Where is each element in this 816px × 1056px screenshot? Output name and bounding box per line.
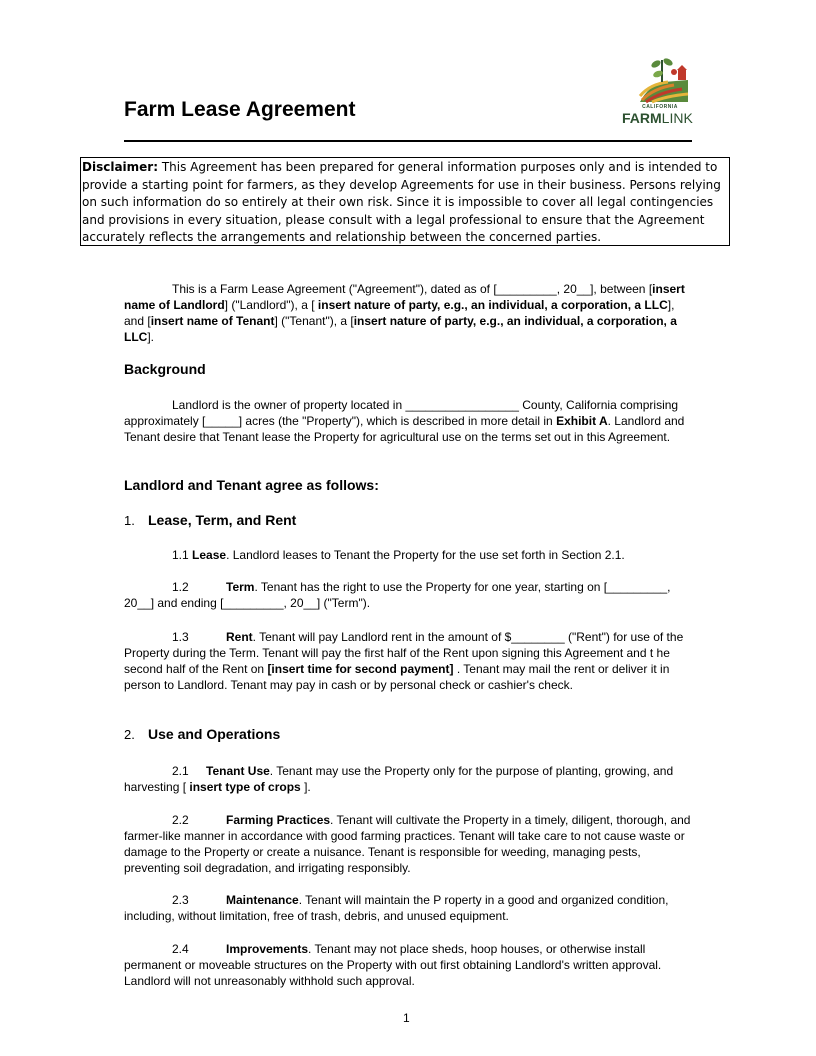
section-2-4: 2.4 Improvements. Tenant may not place sheds, hoop houses, or otherwise install permanent or moveable structures on the Property with out first obtaining Landlord's written approval. Landlord will not unreasonably withhold such approval. xyxy=(124,942,662,988)
disclaimer-text: This Agreement has been prepared for general information purposes only and is intended to provide a starting point for farmers, as they develop Agreements for use in their business. Persons relying on such information do so entirely at their own risk. Since it is impossible to cover all legal contingencies and provisions in every situation, please consult with a legal professional to ensure that the Agreement accurately reflects the arrangements and relationship between the concerned parties. xyxy=(82,160,721,245)
section-1-heading: Lease, Term, and Rent xyxy=(148,512,297,528)
section-2-2: 2.2 Farming Practices. Tenant will cultivate the Property in a timely, diligent, thorough, and farmer-like manner in accordance with good farming practices. Tenant will take care to not cause waste or damage to the Property or create a nuisance. Tenant is responsible for weeding, managing pests, preventing soil degradation, and irrigating responsibly. xyxy=(124,813,691,875)
disclaimer-label: Disclaimer: xyxy=(82,160,159,174)
farm-field-icon xyxy=(634,52,694,104)
section-2-number: 2. xyxy=(124,727,135,742)
background-paragraph: Landlord is the owner of property located in _________________ County, California comprising approximately [_____] acres (the "Property"), which is described in more detail in Exhibit A. Landlord and Tenant desire that Tenant lease the Property for agricultural use on the terms set out in this Agreement. xyxy=(124,398,685,444)
section-1-1: 1.1 Lease. Landlord leases to Tenant the Property for the use set forth in Section 2.1. xyxy=(172,548,625,562)
section-1-2: 1.2 Term. Tenant has the right to use the Property for one year, starting on [_________, 20__] and ending [_________, 20__] ("Term"). xyxy=(124,580,671,610)
section-2-3: 2.3 Maintenance. Tenant will maintain the P roperty in a good and organized condition, including, without limitation, free of trash, debris, and unused equipment. xyxy=(124,893,669,923)
logo-california-text: CALIFORNIA xyxy=(642,104,678,110)
background-heading: Background xyxy=(124,361,206,377)
farmlink-logo xyxy=(622,52,702,132)
section-2-1: 2.1 Tenant Use. Tenant may use the Property only for the purpose of planting, growing, and harvesting [ insert type of crops ]. xyxy=(124,764,674,794)
agree-heading: Landlord and Tenant agree as follows: xyxy=(124,477,379,493)
title-underline xyxy=(124,140,692,142)
intro-paragraph: This is a Farm Lease Agreement ("Agreement"), dated as of [_________, 20__], between [insert name of Landlord] ("Landlord"), a [ insert nature of party, e.g., an individual, a corporation, a LLC], and [insert name of Tenant] ("Tenant"), a [insert nature of party, e.g., an individual, a corporation, a LLC]. xyxy=(124,282,685,344)
section-1-3: 1.3 Rent. Tenant will pay Landlord rent in the amount of $________ ("Rent") for use of the Property during the Term. Tenant will pay the first half of the Rent upon signing this Agreement and t he second half of the Rent on [insert time for second payment] . Tenant may mail the rent or deliver it in person to Landlord. Tenant may pay in cash or by personal check or cashier's check. xyxy=(124,630,684,692)
page-number: 1 xyxy=(403,1011,410,1025)
page-title: Farm Lease Agreement xyxy=(124,98,356,121)
section-1-number: 1. xyxy=(124,513,135,528)
disclaimer-box xyxy=(80,157,730,246)
section-2-heading: Use and Operations xyxy=(148,726,281,742)
logo-wordmark: FARMLINK xyxy=(622,110,693,126)
